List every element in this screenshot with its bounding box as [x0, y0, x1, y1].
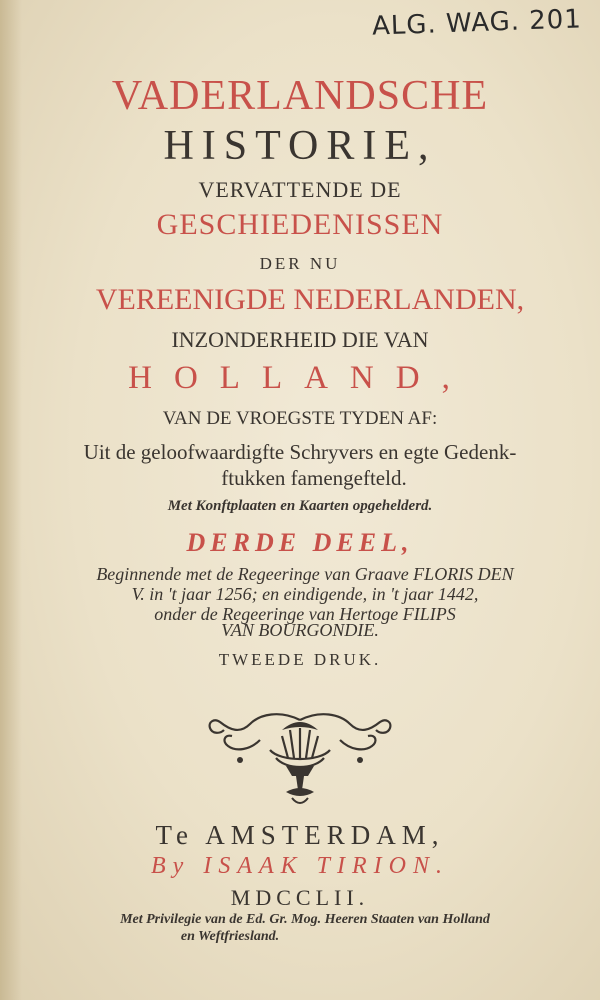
subtitle-holland: HOLLAND,	[128, 360, 472, 396]
subtitle-der-nu: DER NU	[259, 254, 341, 273]
title-line-1: VADERLANDSCHE	[111, 73, 489, 119]
subtitle-geschiedenissen: GESCHIEDENISSEN	[156, 208, 444, 241]
scope-line-4: VAN BOURGONDIE.	[221, 620, 379, 640]
description-line-1: Uit de geloofwaardigfte Schryvers en egte Gedenk-	[83, 440, 517, 464]
description-line-2: ftukken famengefteld.	[221, 466, 407, 490]
imprint-publisher: By ISAAK TIRION.	[151, 853, 449, 879]
subtitle-vervattende: VERVATTENDE DE	[198, 177, 402, 202]
privilege-line-2: en Weftfriesland.	[180, 929, 280, 944]
imprint-year: MDCCLII.	[230, 885, 370, 910]
subtitle-vroegste: VAN DE VROEGSTE TYDEN AF:	[162, 408, 438, 429]
scope-line-2: V. in 't jaar 1256; en eindigende, in 't jaar 1442,	[131, 584, 479, 604]
volume-label: DERDE DEEL,	[186, 528, 414, 557]
subtitle-inzonderheid: INZONDERHEID DIE VAN	[171, 327, 429, 352]
privilege-line-1: Met Privilegie van de Ed. Gr. Mog. Heeren Staaten van Holland	[120, 912, 490, 927]
scope-line-3: onder de Regeeringe van Hertoge FILIPS	[154, 604, 456, 624]
edition-label: TWEEDE DRUK.	[218, 650, 382, 669]
handwritten-shelfmark: ALG. WAG. 201	[371, 4, 583, 42]
subtitle-vereenigde: VEREENIGDE NEDERLANDEN,	[95, 283, 525, 316]
imprint-place: Te AMSTERDAM,	[155, 820, 445, 850]
title-line-2: HISTORIE,	[163, 123, 437, 169]
scope-line-1: Beginnende met de Regeeringe van Graave FLORIS DEN	[96, 564, 514, 584]
floral-vignette-icon	[200, 700, 400, 808]
illustrations-note: Met Konftplaaten en Kaarten opgehelderd.	[167, 498, 433, 514]
